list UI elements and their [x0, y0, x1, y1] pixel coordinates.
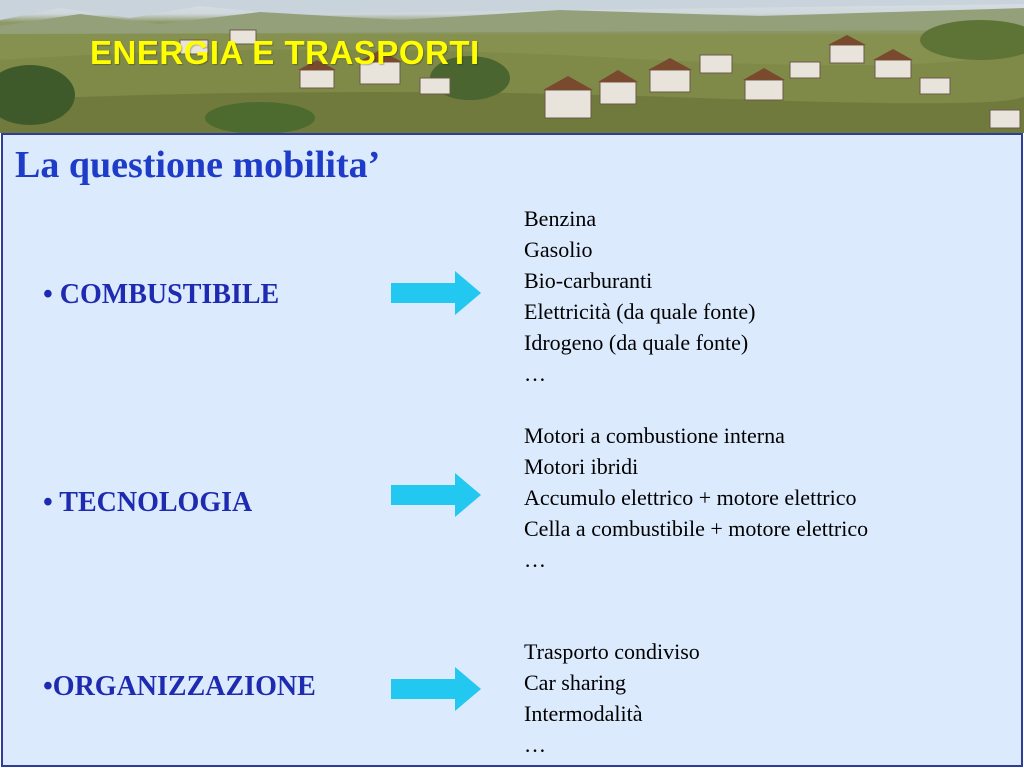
list-item: Cella a combustibile + motore elettrico — [524, 516, 869, 541]
content-panel — [1, 133, 1023, 767]
list-item: Bio-carburanti — [524, 268, 653, 293]
list-item: … — [524, 361, 546, 386]
organizzazione-list — [524, 636, 700, 760]
list-item: Elettricità (da quale fonte) — [524, 299, 756, 324]
page-title: ENERGIA E TRASPORTI — [90, 34, 480, 71]
list-item: Car sharing — [524, 670, 627, 695]
bullet-organizzazione: •ORGANIZZAZIONE — [43, 671, 316, 702]
list-item: Intermodalità — [524, 701, 643, 726]
tecnologia-list — [524, 420, 868, 575]
list-item: Motori ibridi — [524, 454, 639, 479]
header-banner — [0, 0, 1024, 133]
bullet-tecnologia: • TECNOLOGIA — [43, 487, 253, 518]
arrow-right-icon — [391, 473, 483, 517]
list-item: … — [524, 732, 546, 757]
combustibile-list — [524, 203, 756, 389]
list-item: Idrogeno (da quale fonte) — [524, 330, 749, 355]
arrow-right-icon — [391, 271, 483, 315]
arrow-right-icon — [391, 667, 483, 711]
bullet-combustibile: • COMBUSTIBILE — [43, 279, 280, 310]
list-item: Accumulo elettrico + motore elettrico — [524, 485, 857, 510]
list-item: … — [524, 547, 546, 572]
list-item: Gasolio — [524, 237, 593, 262]
list-item: Motori a combustione interna — [524, 423, 785, 448]
slide-heading: La questione mobilita’ — [15, 144, 381, 186]
list-item: Benzina — [524, 206, 597, 231]
list-item: Trasporto condiviso — [524, 639, 700, 664]
